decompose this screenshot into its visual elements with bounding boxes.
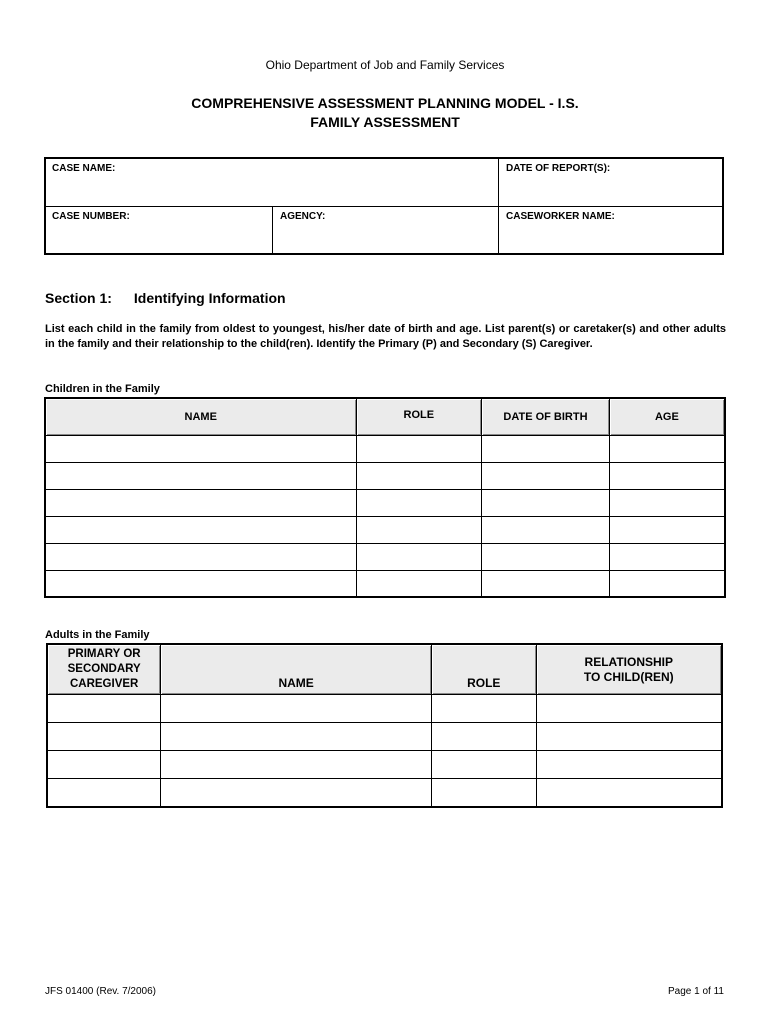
children-table-caption: Children in the Family: [45, 383, 160, 395]
case-number-label: CASE NUMBER:: [52, 211, 130, 222]
cell-input[interactable]: [356, 489, 482, 516]
col-header-caregiver: PRIMARY OR SECONDARY CAREGIVER: [47, 644, 161, 695]
agency-label: AGENCY:: [280, 211, 326, 222]
cell-input[interactable]: [356, 570, 482, 597]
cell-input[interactable]: [536, 751, 722, 779]
table-row: [45, 489, 725, 516]
table-row: [45, 462, 725, 489]
table-row: [45, 435, 725, 462]
cell-input[interactable]: [161, 723, 432, 751]
cell-input[interactable]: [609, 462, 725, 489]
cell-input[interactable]: [161, 751, 432, 779]
cell-input[interactable]: [45, 435, 356, 462]
col-header-relationship: RELATIONSHIP TO CHILD(REN): [536, 644, 722, 695]
adults-table: [46, 643, 723, 808]
cell-input[interactable]: [47, 695, 161, 723]
col-header-role: ROLE: [431, 644, 536, 695]
table-row: [45, 516, 725, 543]
cell-input[interactable]: [609, 489, 725, 516]
section-instructions: List each child in the family from oldest to youngest, his/her date of birth and age. List parent(s) or caretaker(s) and other adults in the family and their relationship to the child(ren). Identify the Primary (P) and Secondary (S) Caregiver.: [45, 323, 726, 350]
caseworker-name-label: CASEWORKER NAME:: [506, 211, 615, 222]
cell-input[interactable]: [482, 462, 610, 489]
cell-input[interactable]: [161, 695, 432, 723]
table-row: [47, 751, 722, 779]
cell-input[interactable]: [536, 779, 722, 807]
cell-input[interactable]: [609, 543, 725, 570]
cell-input[interactable]: [45, 489, 356, 516]
cell-input[interactable]: [536, 723, 722, 751]
col-header-role: ROLE: [356, 398, 482, 435]
form-title-line1: COMPREHENSIVE ASSESSMENT PLANNING MODEL - I.S.: [191, 95, 579, 111]
cell-input[interactable]: [431, 779, 536, 807]
department-name: Ohio Department of Job and Family Services: [265, 58, 505, 72]
table-row: [45, 543, 725, 570]
case-name-field[interactable]: [46, 159, 121, 178]
cell-input[interactable]: [45, 543, 356, 570]
cell-input[interactable]: [47, 723, 161, 751]
agency-field[interactable]: [274, 207, 331, 226]
cell-input[interactable]: [356, 462, 482, 489]
table-row: [45, 570, 725, 597]
cell-input[interactable]: [356, 543, 482, 570]
cell-input[interactable]: [47, 751, 161, 779]
adults-table-caption: Adults in the Family: [45, 629, 150, 641]
col-header-name: NAME: [161, 644, 432, 695]
section-title: Identifying Information: [133, 290, 286, 306]
cell-input[interactable]: [431, 723, 536, 751]
table-row: [47, 695, 722, 723]
case-number-field[interactable]: [46, 207, 136, 226]
cell-input[interactable]: [536, 695, 722, 723]
form-title: [0, 94, 770, 132]
cell-input[interactable]: [609, 516, 725, 543]
cell-input[interactable]: [431, 751, 536, 779]
table-row: [47, 779, 722, 807]
cell-input[interactable]: [482, 543, 610, 570]
section-heading: [45, 290, 286, 306]
section-number: Section 1:: [45, 290, 112, 306]
col-header-date-of-birth: DATE OF BIRTH: [482, 398, 610, 435]
cell-input[interactable]: [431, 695, 536, 723]
cell-input[interactable]: [482, 489, 610, 516]
cell-input[interactable]: [47, 779, 161, 807]
date-of-report-field[interactable]: [500, 159, 616, 178]
cell-input[interactable]: [45, 570, 356, 597]
cell-input[interactable]: [482, 516, 610, 543]
caseworker-name-field[interactable]: [500, 207, 621, 226]
date-of-report-label: DATE OF REPORT(S):: [506, 163, 611, 174]
cell-input[interactable]: [482, 435, 610, 462]
col-header-age: AGE: [609, 398, 725, 435]
form-title-line2: FAMILY ASSESSMENT: [310, 114, 460, 130]
cell-input[interactable]: [356, 516, 482, 543]
cell-input[interactable]: [609, 435, 725, 462]
cell-input[interactable]: [482, 570, 610, 597]
case-info-box: [44, 157, 724, 255]
cell-input[interactable]: [356, 435, 482, 462]
cell-input[interactable]: [609, 570, 725, 597]
col-header-name: NAME: [45, 398, 356, 435]
children-table: [44, 397, 726, 598]
table-row: [47, 723, 722, 751]
form-id: JFS 01400 (Rev. 7/2006): [45, 986, 156, 997]
cell-input[interactable]: [45, 516, 356, 543]
page-number: Page 1 of 11: [668, 986, 724, 997]
cell-input[interactable]: [45, 462, 356, 489]
cell-input[interactable]: [161, 779, 432, 807]
case-name-label: CASE NAME:: [52, 163, 116, 174]
